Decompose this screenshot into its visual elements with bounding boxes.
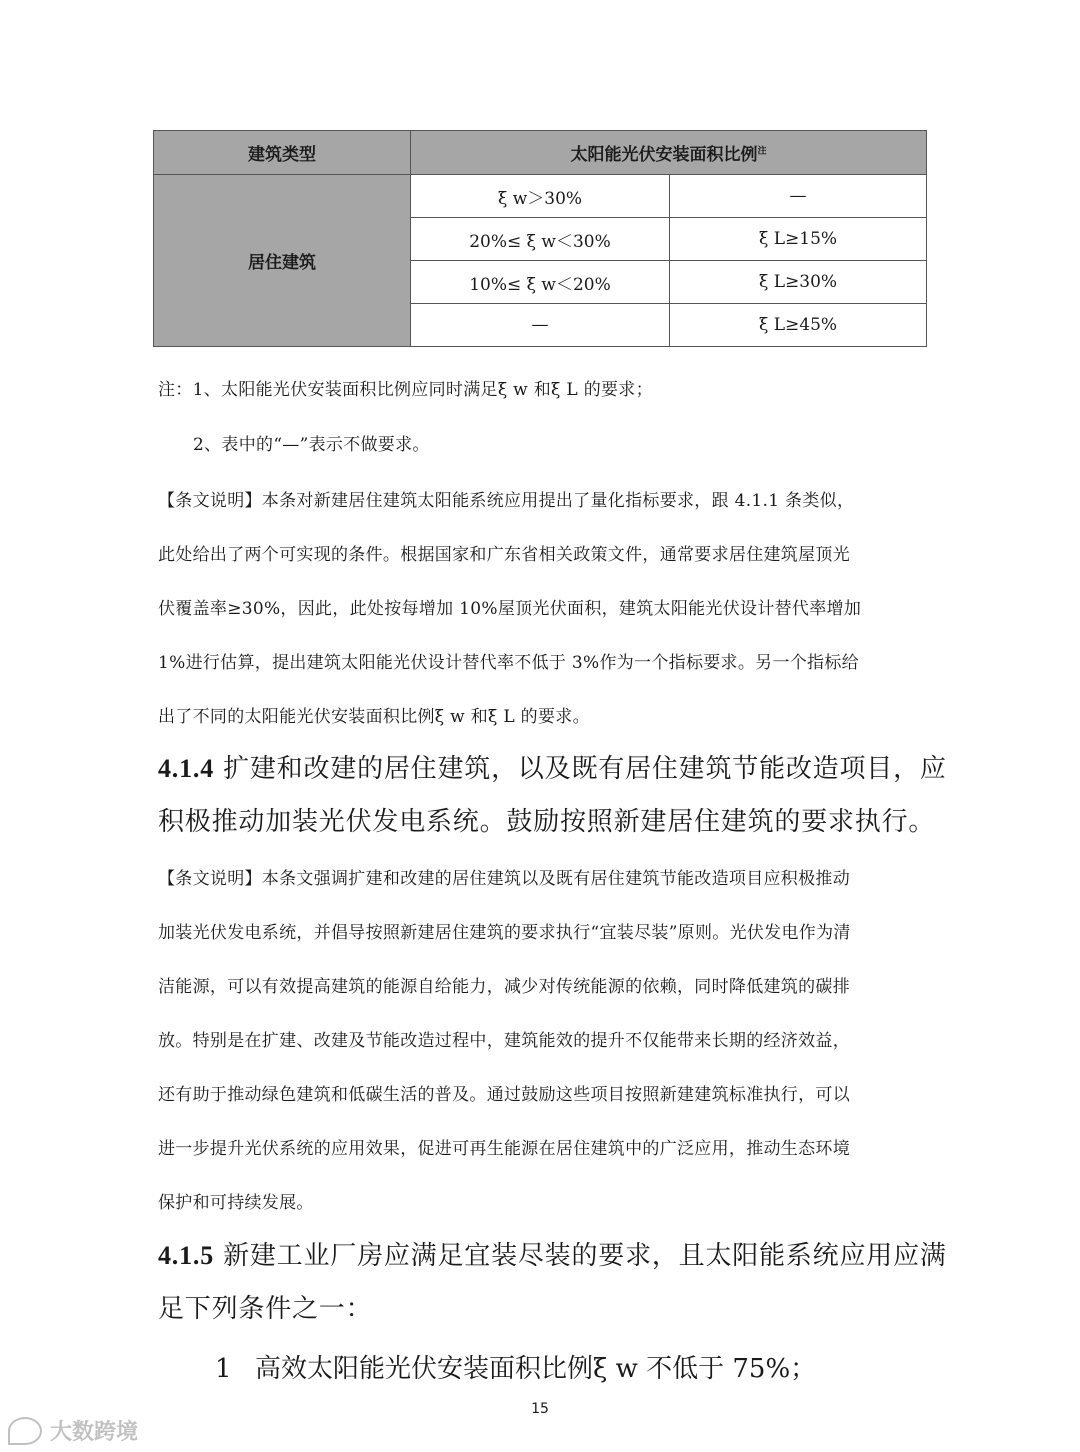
header-note-mark: 注 [757, 146, 767, 157]
ratio-l-cell: ξ L≥45% [670, 304, 927, 347]
explanation-line: 伏覆盖率≥30%，因此，此处按每增加 10%屋顶光伏面积，建筑太阳能光伏设计替代率增加 [158, 599, 862, 619]
condition-item-1 [215, 1348, 816, 1385]
header-ratio-text: 太阳能光伏安装面积比例 [570, 145, 758, 165]
item-number: 1 [215, 1354, 232, 1384]
section-text: 扩建和改建的居住建筑，以及既有居住建筑节能改造项目，应 [223, 754, 947, 784]
explanation-line: 洁能源，可以有效提高建筑的能源自给能力，减少对传统能源的依赖，同时降低建筑的碳排 [158, 977, 850, 997]
watermark-text: 大数跨境 [50, 1420, 139, 1445]
explanation-line: 进一步提升光伏系统的应用效果，促进可再生能源在居住建筑中的广泛应用，推动生态环境 [158, 1139, 850, 1159]
section-number: 4.1.5 [158, 1241, 214, 1270]
section-4-1-5-cont: 足下列条件之一： [158, 1294, 373, 1324]
watermark [8, 1415, 138, 1446]
header-ratio [411, 131, 927, 175]
explanation-line: 【条文说明】本条文强调扩建和改建的居住建筑以及既有居住建筑节能改造项目应积极推动 [158, 869, 850, 889]
section-4-1-4-cont: 积极推动加装光伏发电系统。鼓励按照新建居住建筑的要求执行。 [158, 807, 936, 837]
ratio-l-cell: — [670, 175, 927, 218]
section-number: 4.1.4 [158, 754, 214, 783]
ratio-l-cell: ξ L≥15% [670, 218, 927, 261]
note-1: 注：1、太阳能光伏安装面积比例应同时满足ξ w 和ξ L 的要求； [158, 380, 653, 400]
section-text: 新建工业厂房应满足宜装尽装的要求，且太阳能系统应用应满 [223, 1241, 947, 1271]
note-2: 2、表中的“—”表示不做要求。 [193, 435, 430, 455]
ratio-w-cell: ξ w＞30% [411, 175, 670, 218]
ratio-w-cell: — [411, 304, 670, 347]
section-4-1-5 [158, 1235, 947, 1272]
explanation-line: 加装光伏发电系统，并倡导按照新建居住建筑的要求执行“宜装尽装”原则。光伏发电作为清 [158, 923, 851, 943]
explanation-line: 1%进行估算，提出建筑太阳能光伏设计替代率不低于 3%作为一个指标要求。另一个指标给 [158, 653, 859, 673]
page-number: 15 [531, 1401, 549, 1417]
explanation-line: 还有助于推动绿色建筑和低碳生活的普及。通过鼓励这些项目按照新建建筑标准执行，可以 [158, 1085, 850, 1105]
ratio-l-cell: ξ L≥30% [670, 261, 927, 304]
section-4-1-4 [158, 748, 947, 785]
explanation-line: 出了不同的太阳能光伏安装面积比例ξ w 和ξ L 的要求。 [158, 707, 590, 727]
explanation-line: 保护和可持续发展。 [158, 1193, 314, 1213]
header-building-type: 建筑类型 [154, 131, 411, 175]
building-type-residential: 居住建筑 [154, 175, 411, 347]
explanation-line: 此处给出了两个可实现的条件。根据国家和广东省相关政策文件，通常要求居住建筑屋顶光 [158, 545, 850, 565]
item-text: 高效太阳能光伏安装面积比例ξ w 不低于 75%； [255, 1354, 817, 1384]
watermark-logo-icon [8, 1417, 42, 1445]
ratio-w-cell: 20%≤ ξ w＜30% [411, 218, 670, 261]
explanation-line: 放。特别是在扩建、改建及节能改造过程中，建筑能效的提升不仅能带来长期的经济效益， [158, 1031, 850, 1051]
requirement-table [153, 130, 927, 347]
explanation-line: 【条文说明】本条对新建居住建筑太阳能系统应用提出了量化指标要求，跟 4.1.1 条类似， [158, 491, 855, 511]
ratio-w-cell: 10%≤ ξ w＜20% [411, 261, 670, 304]
